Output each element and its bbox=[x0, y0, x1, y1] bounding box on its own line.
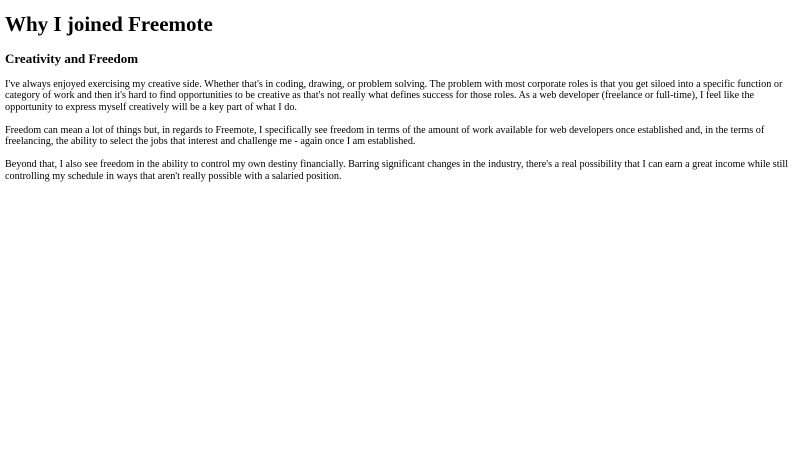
paragraph-creativity: I've always enjoyed exercising my creative side. Whether that's in coding, drawing, or problem solving. The problem with most corporate roles is that you get siloed into a specific function or category of work and then it's hard to find opportunities to be creative as that's not really what defines success for those roles. As a web developer (freelance or full-time), I feel like the opportunity to express myself creatively will be a key part of what I do. bbox=[5, 79, 783, 113]
document-page bbox=[0, 12, 800, 182]
section-heading: Creativity and Freedom bbox=[5, 51, 139, 66]
paragraph-freedom-work: Freedom can mean a lot of things but, in regards to Freemote, I specifically see freedom in terms of the amount of work available for web developers once established and, in the terms of freelancing, the ability to select the jobs that interest and challenge me - again once I am established. bbox=[5, 124, 765, 148]
paragraph-freedom-financial: Beyond that, I also see freedom in the ability to control my own destiny financially. Barring significant changes in the industry, there's a real possibility that I can earn a great income while still controlling my schedule in ways that aren't really possible with a salaried position. bbox=[5, 159, 789, 182]
page-title: Why I joined Freemote bbox=[5, 12, 213, 36]
